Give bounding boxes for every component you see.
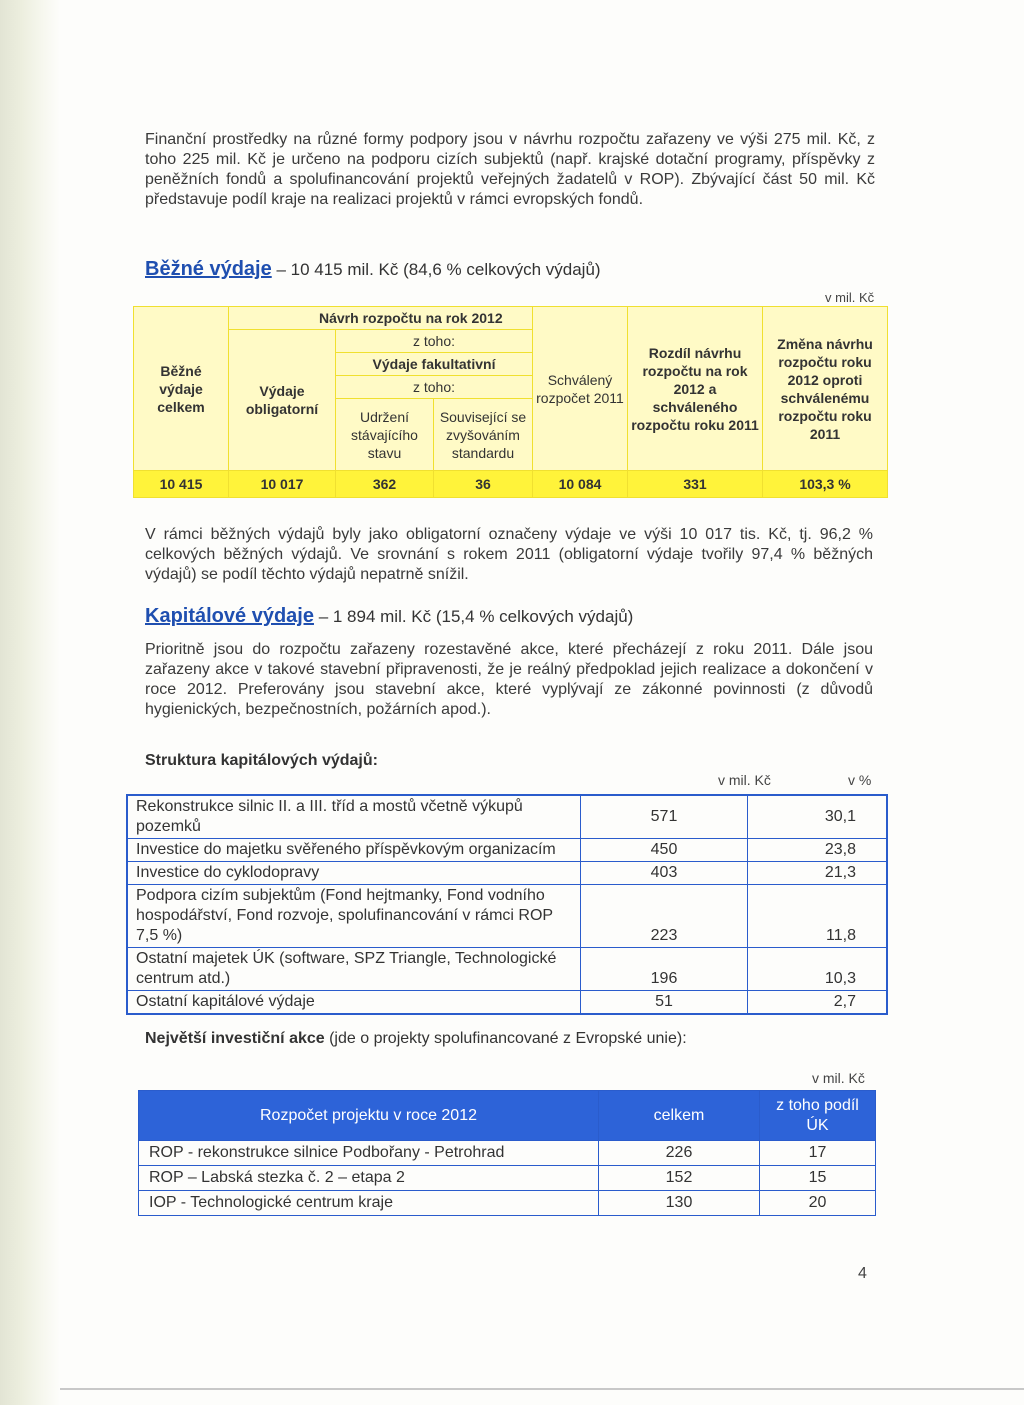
difference-header: Rozdíl návrhu rozpočtu na rok 2012 a schváleného rozpočtu roku 2011 <box>628 307 763 471</box>
project-total: 226 <box>599 1141 760 1166</box>
capital-expenses-summary: – 1 894 mil. Kč (15,4 % celkových výdajů) <box>313 607 634 626</box>
value-difference: 331 <box>628 471 763 498</box>
related-header: Související se zvyšováním standardu <box>434 399 533 471</box>
value-change: 103,3 % <box>763 471 888 498</box>
row-label: Podpora cizím subjektům (Fond hejtmanky, Fond vodního hospodářství, Fond rozvoje, spolufinancování v rámci ROP 7,5 %) <box>127 885 581 948</box>
investment-header-row <box>139 1091 876 1141</box>
row-value: 571 <box>581 795 748 839</box>
header-project: Rozpočet projektu v roce 2012 <box>139 1091 599 1141</box>
table-row <box>127 839 887 862</box>
row-label: Rekonstrukce silnic II. a III. tříd a mostů včetně výkupů pozemků <box>127 795 581 839</box>
investment-title-bold: Největší investiční akce <box>145 1030 325 1047</box>
capital-structure-table <box>126 794 888 1015</box>
row-pct: 30,1 <box>748 795 888 839</box>
row-pct: 2,7 <box>748 991 888 1015</box>
project-label: ROP - rekonstrukce silnice Podbořany - Petrohrad <box>139 1141 599 1166</box>
current-unit: v mil. Kč <box>825 290 875 305</box>
bottom-rule <box>60 1388 1024 1390</box>
investment-unit: v mil. Kč <box>812 1070 865 1086</box>
row-label: Investice do cyklodopravy <box>127 862 581 885</box>
row-value: 51 <box>581 991 748 1015</box>
current-expenses-heading <box>145 258 601 281</box>
row-value: 450 <box>581 839 748 862</box>
table-row <box>127 862 887 885</box>
z-toho-label-2: z toho: <box>336 376 533 399</box>
table-row <box>139 1141 876 1166</box>
structure-unit-money: v mil. Kč <box>718 772 771 788</box>
project-total: 130 <box>599 1191 760 1216</box>
row-label: Ostatní kapitálové výdaje <box>127 991 581 1015</box>
table-row <box>127 885 887 948</box>
change-header: Změna návrhu rozpočtu roku 2012 oproti schválenému rozpočtu roku 2011 <box>763 307 888 471</box>
project-share: 15 <box>760 1166 876 1191</box>
table-row <box>139 1166 876 1191</box>
project-share: 17 <box>760 1141 876 1166</box>
current-expenses-table <box>133 306 888 498</box>
facultative-header: Výdaje fakultativní <box>336 353 533 376</box>
intro-paragraph: Finanční prostředky na různé formy podpory jsou v návrhu rozpočtu zařazeny ve výši 275 mil. Kč, z toho 225 mil. Kč je určeno na podporu cizích subjektů (např. krajské dotační programy, příspěvky z peněžních fondů a spolufinancování projektů veřejných žadatelů v ROP). Zbývající část 50 mil. Kč představuje podíl kraje na realizaci projektů v rámci evropských fondů. <box>145 131 875 208</box>
z-toho-label: z toho: <box>336 330 533 353</box>
investment-table <box>138 1090 876 1216</box>
table-row <box>139 1191 876 1216</box>
page-number: 4 <box>858 1265 867 1282</box>
scan-edge <box>0 0 60 1405</box>
value-obligatory: 10 017 <box>229 471 336 498</box>
values-row <box>134 471 888 498</box>
row-pct: 10,3 <box>748 948 888 991</box>
value-maintain: 362 <box>336 471 434 498</box>
capital-expenses-keyword: Kapitálové výdaje <box>145 605 314 627</box>
value-total: 10 415 <box>134 471 229 498</box>
maintain-header: Udržení stávajícího stavu <box>336 399 434 471</box>
project-share: 20 <box>760 1191 876 1216</box>
current-note: V rámci běžných výdajů byly jako obligatorní označeny výdaje ve výši 10 017 tis. Kč, tj. 96,2 % celkových běžných výdajů. Ve srovnání s rokem 2011 (obligatorní výdaje tvořily 97,4 % běžných výdajů) se podíl těchto výdajů nepatrně snížil. <box>145 526 873 583</box>
project-label: IOP - Technologické centrum kraje <box>139 1191 599 1216</box>
structure-unit-pct: v % <box>848 772 872 788</box>
capital-paragraph: Prioritně jsou do rozpočtu zařazeny rozestavěné akce, které přecházejí z roku 2011. Dále jsou zařazeny akce v takové stavební připravenosti, že je reálný předpoklad jejich realizace a dokončení v roce 2012. Preferovány jsou stavební akce, které vyplývají ze zákonné povinnosti (z důvodů hygienických, bezpečnostních, požárních apod.). <box>145 641 873 718</box>
row-pct: 21,3 <box>748 862 888 885</box>
obligatory-header: Výdaje obligatorní <box>229 330 336 471</box>
row-pct: 11,8 <box>748 885 888 948</box>
current-expenses-keyword: Běžné výdaje <box>145 258 272 280</box>
project-total: 152 <box>599 1166 760 1191</box>
value-approved: 10 084 <box>533 471 628 498</box>
group-header: Návrh rozpočtu na rok 2012 <box>229 307 533 330</box>
approved-header: Schválený rozpočet 2011 <box>533 307 628 471</box>
header-total: celkem <box>599 1091 760 1141</box>
investment-title <box>145 1030 687 1048</box>
structure-title: Struktura kapitálových výdajů: <box>145 752 378 769</box>
current-expenses-summary: – 10 415 mil. Kč (84,6 % celkových výdajů) <box>271 260 601 279</box>
row-value: 196 <box>581 948 748 991</box>
value-related: 36 <box>434 471 533 498</box>
col-total-header: Běžné výdaje celkem <box>134 307 229 471</box>
row-value: 223 <box>581 885 748 948</box>
capital-expenses-heading <box>145 605 633 628</box>
row-label: Ostatní majetek ÚK (software, SPZ Triangle, Technologické centrum atd.) <box>127 948 581 991</box>
investment-title-rest: (jde o projekty spolufinancované z Evropské unie): <box>324 1030 687 1047</box>
row-label: Investice do majetku svěřeného příspěvkovým organizacím <box>127 839 581 862</box>
header-share: z toho podíl ÚK <box>760 1091 876 1141</box>
project-label: ROP – Labská stezka č. 2 – etapa 2 <box>139 1166 599 1191</box>
row-pct: 23,8 <box>748 839 888 862</box>
row-value: 403 <box>581 862 748 885</box>
table-row <box>127 948 887 991</box>
table-row <box>127 991 887 1015</box>
table-row <box>127 795 887 839</box>
